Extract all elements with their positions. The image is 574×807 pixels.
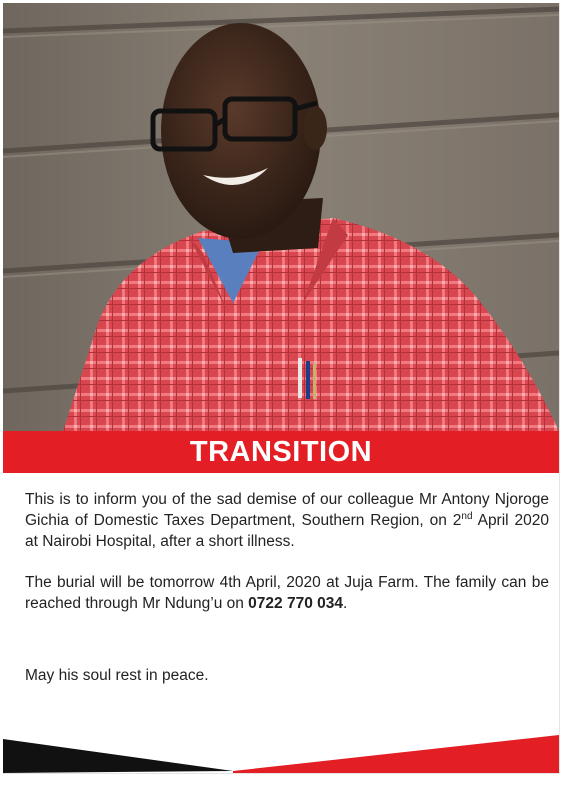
portrait-photo [3,3,559,431]
announcement-paragraph [25,489,549,552]
burial-paragraph [25,572,549,614]
announcement-text: This is to inform you of the sad demise of our colleague Mr Antony Njoroge Gichia of Domestic Taxes Department, Southern Region, on 2 [25,491,549,529]
contact-phone: 0722 770 034 [248,595,343,612]
burial-text: The burial will be tomorrow 4th April, 2020 at Juja Farm. The family can be reached through Mr Ndung’u on [25,574,549,612]
burial-text-end: . [343,595,348,612]
notice-title: TRANSITION [189,435,373,468]
title-banner [3,431,559,473]
notice-body [25,489,549,634]
announcement-text-end: April 2020 at Nairobi Hospital, after a short illness. [25,512,549,550]
obituary-poster [3,3,560,774]
ordinal-suffix: nd [461,510,473,522]
closing-line: May his soul rest in peace. [25,667,209,684]
footer-band [3,731,559,773]
